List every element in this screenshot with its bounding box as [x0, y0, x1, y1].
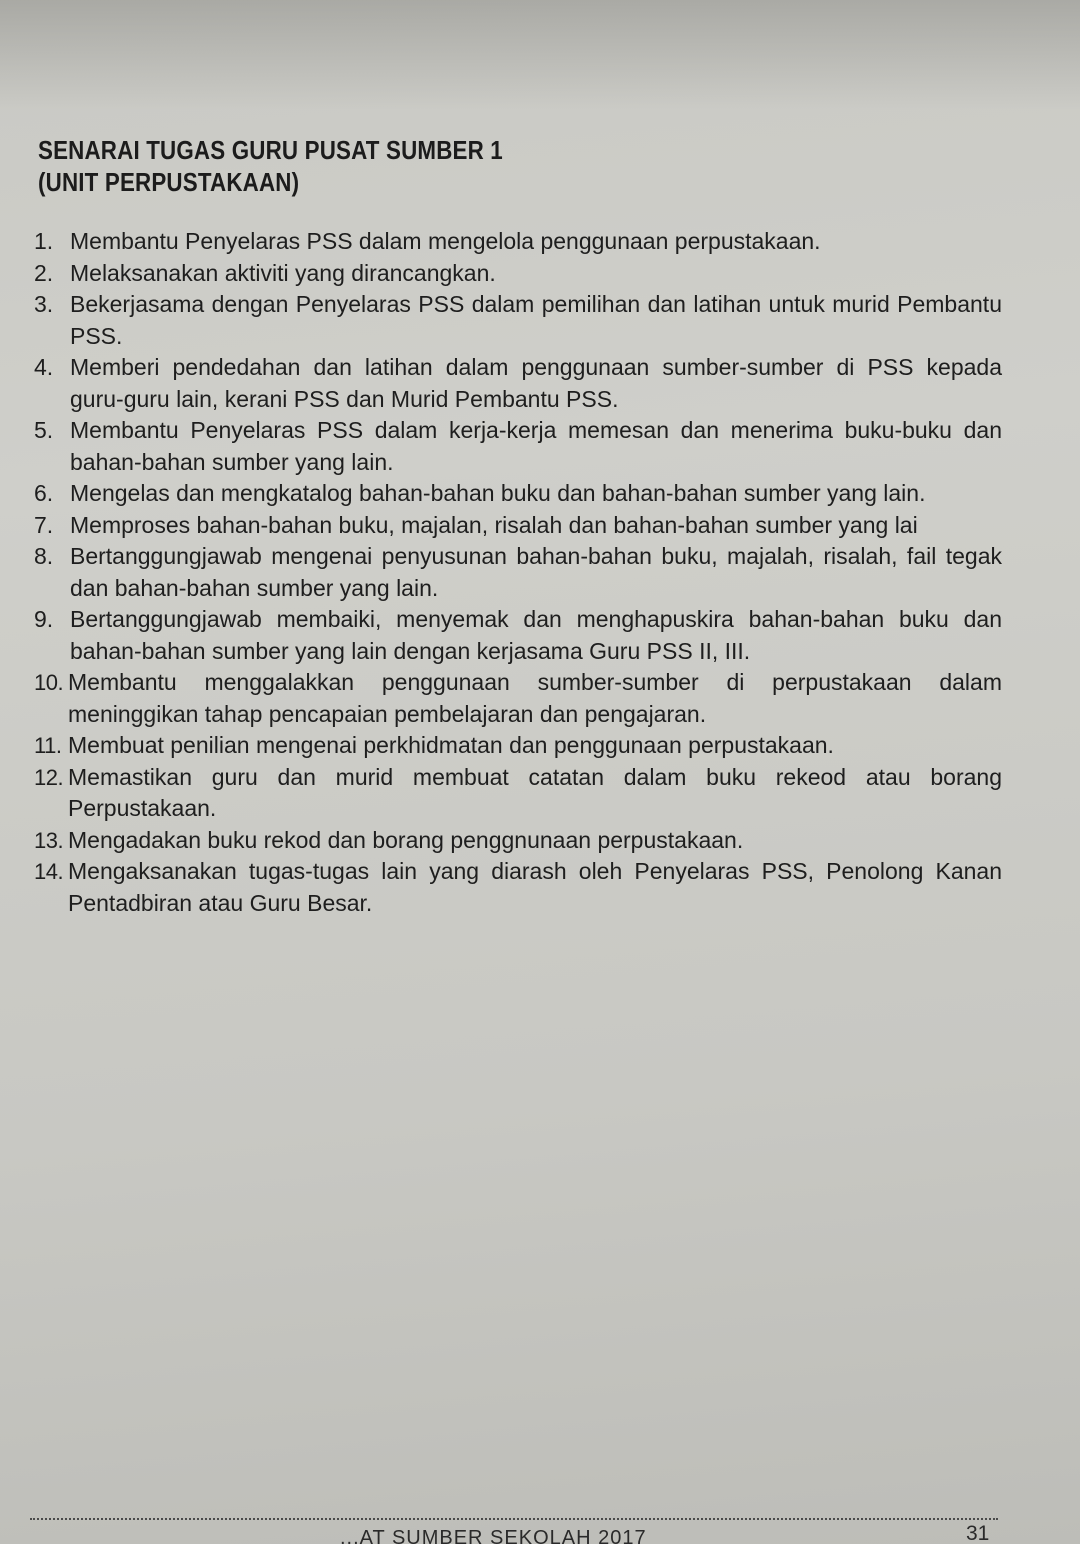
list-item — [34, 258, 1002, 290]
list-item — [34, 667, 1002, 730]
item-number: 6. — [34, 480, 54, 506]
list-item — [34, 226, 1002, 258]
title-line-2: (UNIT PERPUSTAKAAN) — [38, 167, 300, 197]
item-text: Membantu Penyelaras PSS dalam mengelola penggunaan perpustakaan. — [70, 228, 821, 254]
item-number: 8. — [34, 543, 54, 569]
item-text: Membuat penilian mengenai perkhidmatan dan penggunaan perpustakaan. — [68, 732, 834, 758]
page-top-shadow — [0, 0, 1080, 110]
item-number: 9. — [34, 606, 54, 632]
item-number: 4. — [34, 354, 54, 380]
list-item — [34, 352, 1002, 415]
list-item — [34, 510, 1002, 542]
list-item — [34, 762, 1002, 825]
item-number: 11. — [34, 733, 62, 758]
footer-title: ...AT SUMBER SEKOLAH 2017 — [340, 1527, 647, 1544]
item-text: Bekerjasama dengan Penyelaras PSS dalam pemilihan dan latihan untuk murid Pembantu PSS. — [70, 291, 1002, 349]
document-title — [38, 134, 503, 198]
item-text: Bertanggungjawab membaiki, menyemak dan menghapuskira bahan-bahan buku dan bahan-bahan sumber yang lain dengan kerjasama Guru PSS II, III. — [70, 606, 1002, 664]
list-item — [34, 478, 1002, 510]
page-number: 31 — [966, 1522, 990, 1544]
item-number: 2. — [34, 259, 54, 286]
item-text: Mengelas dan mengkatalog bahan-bahan buku dan bahan-bahan sumber yang lain. — [70, 480, 926, 506]
footer-divider — [30, 1518, 998, 1520]
item-text: Memastikan guru dan murid membuat catatan dalam buku rekeod atau borang Perpustakaan. — [68, 763, 1002, 821]
item-number: 3. — [34, 291, 54, 317]
item-number: 14. — [34, 859, 64, 884]
list-item — [34, 604, 1002, 667]
item-text: Mengaksanakan tugas-tugas lain yang diarash oleh Penyelaras PSS, Penolong Kanan Pentadbiran atau Guru Besar. — [68, 858, 1002, 916]
list-item — [34, 415, 1002, 478]
item-text: Bertanggungjawab mengenai penyusunan bahan-bahan buku, majalah, risalah, fail tegak dan bahan-bahan sumber yang lain. — [70, 543, 1002, 601]
list-item — [34, 825, 1002, 857]
item-number: 7. — [34, 511, 54, 538]
item-text: Membantu menggalakkan penggunaan sumber-sumber di perpustakaan dalam meninggikan tahap pencapaian pembelajaran dan pengajaran. — [68, 669, 1002, 727]
item-number: 5. — [34, 417, 54, 443]
item-number: 13. — [34, 827, 64, 853]
title-line-1: SENARAI TUGAS GURU PUSAT SUMBER 1 — [38, 135, 503, 165]
list-item — [34, 541, 1002, 604]
item-text: Membantu Penyelaras PSS dalam kerja-kerja memesan dan menerima buku-buku dan bahan-bahan sumber yang lain. — [70, 417, 1002, 475]
list-item — [34, 289, 1002, 352]
item-number: 1. — [34, 228, 54, 254]
item-text: Memproses bahan-bahan buku, majalan, risalah dan bahan-bahan sumber yang lai — [70, 511, 918, 538]
item-text: Mengadakan buku rekod dan borang penggnunaan perpustakaan. — [68, 826, 744, 853]
item-text: Memberi pendedahan dan latihan dalam penggunaan sumber-sumber di PSS kepada guru-guru lain, kerani PSS dan Murid Pembantu PSS. — [70, 354, 1002, 412]
list-item — [34, 730, 1002, 762]
item-text: Melaksanakan aktiviti yang dirancangkan. — [70, 259, 496, 286]
task-list — [34, 226, 1002, 919]
item-number: 10. — [34, 670, 64, 695]
list-item — [34, 856, 1002, 919]
item-number: 12. — [34, 764, 64, 790]
